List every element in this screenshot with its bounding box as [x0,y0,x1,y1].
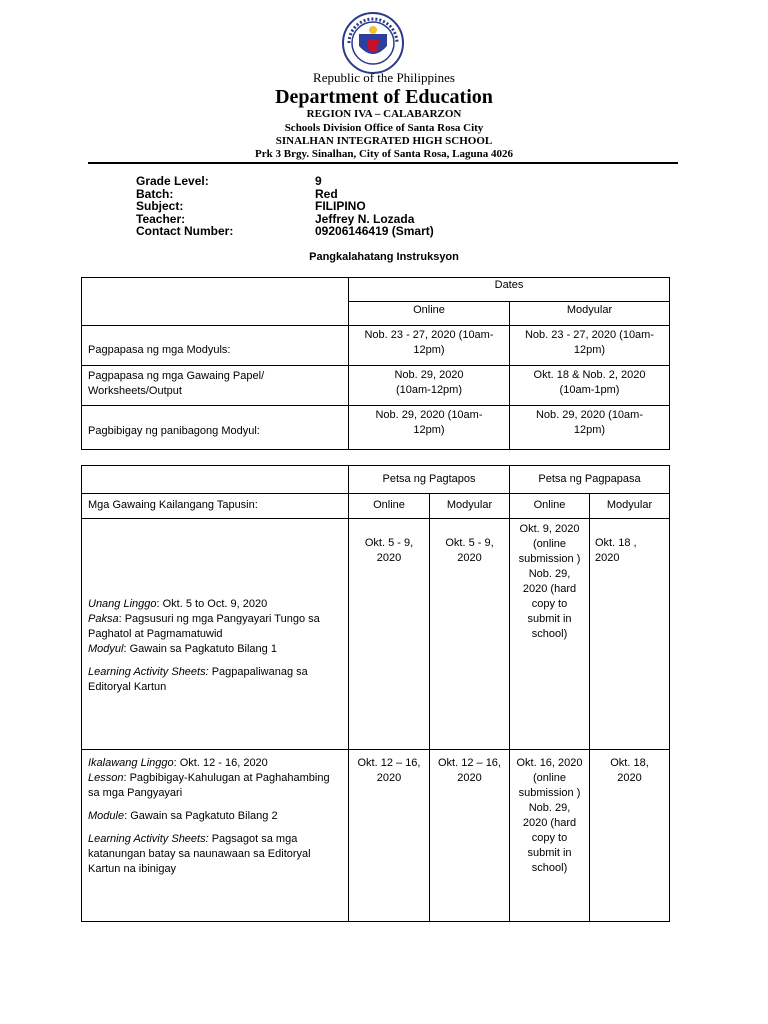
activities-column-header [81,493,349,519]
table-row-week1-activities [81,518,349,750]
online-date-text: Nob. 23 - 27, 2020 (10am-12pm) [364,329,494,356]
week1-finish-modular [429,518,510,750]
week2-finish-online [348,749,430,922]
submit-date-group-text: Petsa ng Pagpapasa [538,473,641,485]
table1-online-header [348,301,510,326]
submit-online-header [509,493,590,519]
week1-finish-online [348,518,430,750]
module-label: Module [88,810,125,822]
row-label-text: Pagbibigay ng panibagong Modyul: [88,425,260,437]
topic-value: : Pagsusuri ng mga Pangyayari Tungo sa Paghatol at Pagmamatuwid [88,613,320,640]
submit-modular-header-text: Modyular [606,499,653,511]
submit-date-group-header [509,465,670,494]
submit-online-header-text: Online [533,499,566,511]
region-line: REGION IVA – CALABARZON [306,108,462,120]
grade-level-label: Grade Level: [136,174,209,188]
las-label: Learning Activity Sheets: [88,833,209,845]
batch-label: Batch: [136,187,174,201]
subject-label: Subject: [136,199,184,213]
finish-modular-header-text: Modyular [446,499,493,511]
week-value: : Okt. 12 - 16, 2020 [173,757,268,769]
table-row-modular-date [509,325,670,366]
table-row-label [81,405,349,450]
finish-online-header [348,493,430,519]
submit-online-text: Okt. 16, 2020 (online submission ) Nob. 29, 2020 (hard copy to submit in school) [516,757,583,874]
finish-online-text: Okt. 5 - 9, 2020 [364,537,414,564]
table-row-label [81,325,349,366]
table-row-label [81,365,349,406]
table-row-week2-activities [81,749,349,922]
modular-date-text: Nob. 29, 2020 (10am-12pm) [535,409,643,436]
finish-online-header-text: Online [373,499,405,511]
activities-column-header-text: Mga Gawaing Kailangang Tapusin: [88,499,258,511]
week1-topic-line [88,612,342,642]
finish-modular-text: Okt. 5 - 9, 2020 [445,537,494,564]
module-value: : Gawain sa Pagkatuto Bilang 1 [123,643,277,655]
teacher-value: Jeffrey N. Lozada [315,212,415,226]
week2-finish-modular [429,749,510,922]
week-label: Ikalawang Linggo [88,757,174,769]
department-title: Department of Education [275,86,493,108]
finish-date-group-header [348,465,510,494]
las-value: Pagsagot sa mga katanungan batay sa naunawaan sa Editoryal Kartun na ibinigay [88,833,311,875]
week2-week-line [88,756,342,771]
teacher-label: Teacher: [136,212,186,226]
dates-header [348,277,670,302]
las-label: Learning Activity Sheets: [88,666,209,678]
submit-modular-text: Okt. 18 , 2020 [595,537,637,564]
week2-module-line [88,809,342,824]
instructions-title: Pangkalahatang Instruksyon [309,251,459,263]
school-address: Prk 3 Brgy. Sinalhan, City of Santa Rosa, Laguna 4026 [255,148,513,160]
contact-number-label: Contact Number: [136,224,234,238]
week1-module-line [88,642,342,657]
submit-online-text: Okt. 9, 2020 (online submission ) Nob. 29, 2020 (hard copy to submit in school) [518,523,581,640]
finish-online-text: Okt. 12 – 16, 2020 [357,757,421,784]
week1-las-line [88,665,342,695]
contact-number-value: 09206146419 (Smart) [315,224,434,238]
table1-corner-cell [81,277,349,326]
finish-modular-header [429,493,510,519]
republic-line: Republic of the Philippines [313,70,455,85]
deped-seal-logo [335,12,411,74]
week-value: : Okt. 5 to Oct. 9, 2020 [156,598,268,610]
submit-modular-text: Okt. 18, 2020 [610,757,649,784]
week2-submit-online [509,749,590,922]
modular-date-text: Nob. 23 - 27, 2020 (10am-12pm) [524,329,655,356]
week1-submit-online [509,518,590,750]
table-row-modular-date [509,365,670,406]
row-label-text: Pagpapasa ng mga Modyuls: [88,344,231,356]
lesson-label: Lesson [88,772,124,784]
grade-level-value: 9 [315,174,322,188]
table-row-modular-date [509,405,670,450]
table2-corner-cell [81,465,349,494]
finish-modular-text: Okt. 12 – 16, 2020 [438,757,501,784]
submit-modular-header [589,493,670,519]
las-value: Pagpapaliwanag sa Editoryal Kartun [88,666,308,693]
table-row-online-date [348,365,510,406]
week1-week-line [88,597,342,612]
online-date-text: Nob. 29, 2020 (10am-12pm) [394,369,464,396]
header-divider [88,162,678,164]
table1-modular-header [509,301,670,326]
batch-value: Red [315,187,338,201]
week1-submit-modular [589,518,670,750]
modular-date-text: Okt. 18 & Nob. 2, 2020 (10am-1pm) [533,369,646,396]
table-row-online-date [348,405,510,450]
row-label-text: Pagpapasa ng mga Gawaing Papel/ Worksheets/Output [88,370,265,397]
modular-header-text: Modyular [566,304,613,316]
week2-lesson-line [88,771,342,801]
dates-header-text: Dates [494,279,524,291]
module-label: Modyul [88,643,124,655]
table-row-online-date [348,325,510,366]
lesson-value: : Pagbibigay-Kahulugan at Paghahambing sa mga Pangyayari [88,772,330,799]
subject-value: FILIPINO [315,199,366,213]
finish-date-group-text: Petsa ng Pagtapos [382,473,476,485]
online-date-text: Nob. 29, 2020 (10am-12pm) [375,409,483,436]
week-label: Unang Linggo [88,598,157,610]
division-line: Schools Division Office of Santa Rosa City [284,122,484,134]
topic-label: Paksa [88,613,119,625]
week2-submit-modular [589,749,670,922]
week2-las-line [88,832,342,877]
school-name: SINALHAN INTEGRATED HIGH SCHOOL [275,135,493,147]
online-header-text: Online [413,304,445,316]
module-value: : Gawain sa Pagkatuto Bilang 2 [124,810,278,822]
